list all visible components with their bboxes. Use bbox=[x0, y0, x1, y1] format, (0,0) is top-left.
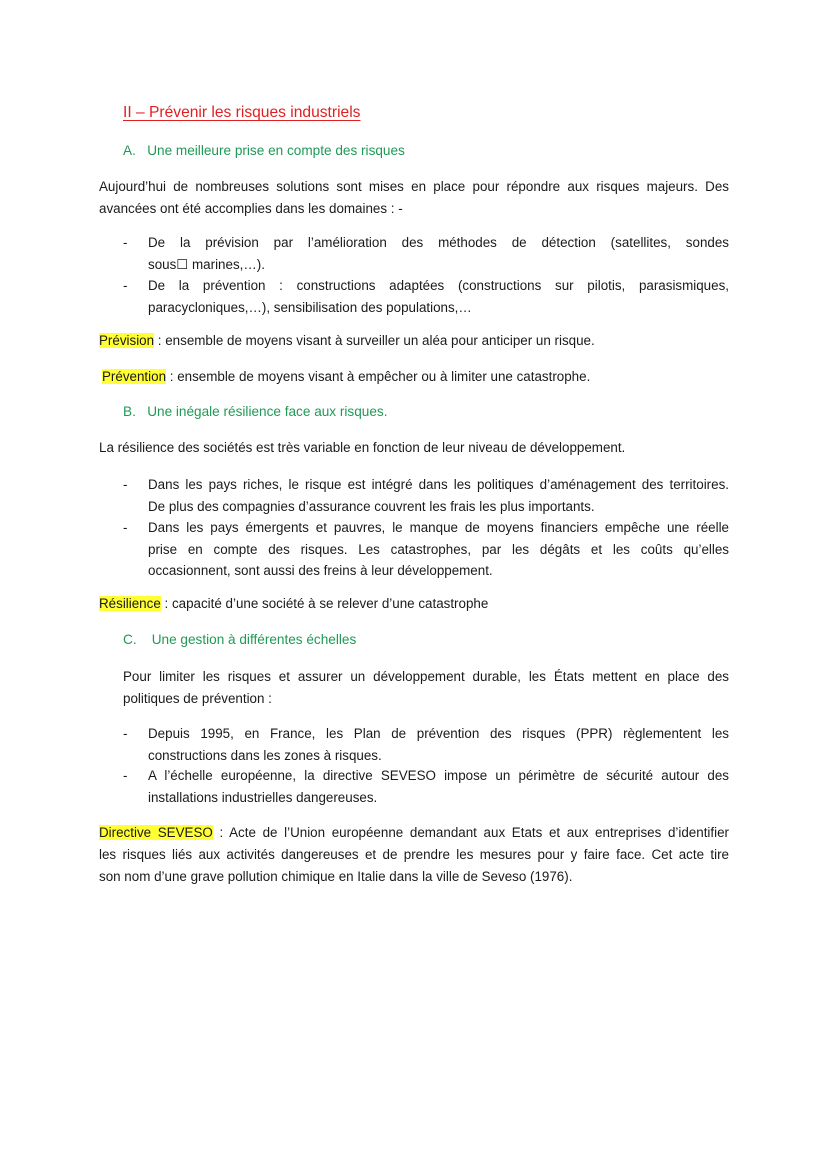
list-item-line-2: sous☐ marines,…). bbox=[148, 256, 265, 272]
section-b-intro: La résilience des sociétés est très variable en fonction de leur niveau de développement. bbox=[99, 440, 626, 455]
bullet-dash: - bbox=[123, 235, 128, 250]
section-a-title: Une meilleure prise en compte des risques bbox=[147, 143, 405, 158]
list-item-text bbox=[148, 723, 729, 766]
page-title: II – Prévenir les risques industriels bbox=[123, 104, 361, 121]
list-item-text bbox=[148, 765, 729, 808]
list-item-line-3: occasionnent, sont aussi des freins à leur développement. bbox=[148, 563, 493, 578]
list-item-line-2: paracycloniques,…), sensibilisation des populations,… bbox=[148, 299, 472, 315]
section-b-title: Une inégale résilience face aux risques. bbox=[147, 404, 388, 419]
section-c-letter: C. bbox=[123, 632, 137, 647]
list-item-text bbox=[148, 474, 729, 517]
definition-line-2: les risques liés aux activités dangereuses et de prendre les mesures pour y faire face. Cet acte tire bbox=[99, 847, 729, 862]
list-item-line-2: installations industrielles dangereuses. bbox=[148, 789, 378, 805]
list-item bbox=[0, 517, 828, 583]
list-item bbox=[0, 275, 828, 319]
section-b-letter: B. bbox=[123, 404, 136, 419]
list-item-line-1: De la prévision par l’amélioration des méthodes de détection (satellites, sondes bbox=[148, 235, 729, 250]
section-a-letter: A. bbox=[123, 143, 136, 158]
list-item-line-1: Dans les pays émergents et pauvres, le manque de moyens financiers empêche une réelle bbox=[148, 520, 729, 535]
section-a-heading bbox=[123, 143, 405, 158]
definition-term: Prévention bbox=[102, 369, 167, 384]
bullet-dash: - bbox=[123, 278, 128, 293]
list-item bbox=[0, 474, 828, 518]
section-c-intro-line-2: politiques de prévention : bbox=[123, 691, 272, 706]
list-item-line-2: De plus des compagnies d’assurance couvrent les frais les plus importants. bbox=[148, 498, 595, 514]
definition-term: Directive SEVESO bbox=[99, 825, 213, 840]
definition-term: Résilience bbox=[99, 596, 161, 611]
list-item-line-2: constructions dans les zones à risques. bbox=[148, 747, 382, 763]
list-item-line-1: Dans les pays riches, le risque est intégré dans les politiques d’aménagement des territoires. bbox=[148, 477, 729, 492]
bullet-dash: - bbox=[123, 520, 128, 535]
list-item bbox=[0, 765, 828, 809]
section-c-intro bbox=[123, 666, 729, 710]
list-item-text bbox=[148, 275, 729, 318]
bullet-dash: - bbox=[123, 477, 128, 492]
section-c-heading bbox=[123, 632, 356, 647]
definition-text: : Acte de l’Union européenne demandant aux Etats et aux entreprises d’identifier bbox=[212, 825, 729, 840]
definition-prevision bbox=[99, 333, 595, 348]
definition-line-1 bbox=[99, 822, 729, 844]
list-item-text bbox=[148, 232, 729, 275]
bullet-dash: - bbox=[123, 726, 128, 741]
definition-prevention bbox=[102, 369, 590, 384]
list-item bbox=[0, 232, 828, 276]
definition-term: Prévision bbox=[99, 333, 155, 348]
definition-line-3: son nom d’une grave pollution chimique en Italie dans la ville de Seveso (1976). bbox=[99, 869, 573, 884]
list-item-line-1: A l’échelle européenne, la directive SEVESO impose un périmètre de sécurité autour des bbox=[148, 768, 729, 783]
section-a-intro bbox=[99, 176, 729, 220]
list-item-line-2: prise en compte des risques. Les catastrophes, par les dégâts et les coûts qu’elles bbox=[148, 541, 729, 557]
bullet-dash: - bbox=[123, 768, 128, 783]
section-c-intro-line-1: Pour limiter les risques et assurer un développement durable, les États mettent en place des bbox=[123, 669, 729, 684]
definition-text: : capacité d’une société à se relever d’une catastrophe bbox=[160, 596, 489, 611]
section-a-intro-line-2: avancées ont été accomplies dans les domaines : - bbox=[99, 201, 403, 216]
list-item-line-1: Depuis 1995, en France, les Plan de prévention des risques (PPR) règlementent les bbox=[148, 726, 729, 741]
section-c-title: Une gestion à différentes échelles bbox=[151, 632, 357, 647]
list-item-text bbox=[148, 517, 729, 582]
list-item-line-1: De la prévention : constructions adaptées (constructions sur pilotis, parasismiques, bbox=[148, 278, 729, 293]
definition-text: : ensemble de moyens visant à surveiller un aléa pour anticiper un risque. bbox=[154, 333, 595, 348]
definition-directive-seveso bbox=[99, 822, 729, 888]
list-item bbox=[0, 723, 828, 767]
definition-text: : ensemble de moyens visant à empêcher ou à limiter une catastrophe. bbox=[166, 369, 591, 384]
definition-resilience bbox=[99, 596, 488, 611]
section-a-intro-line-1: Aujourd’hui de nombreuses solutions sont mises en place pour répondre aux risques majeurs. Des bbox=[99, 179, 729, 194]
section-b-heading bbox=[123, 404, 387, 419]
